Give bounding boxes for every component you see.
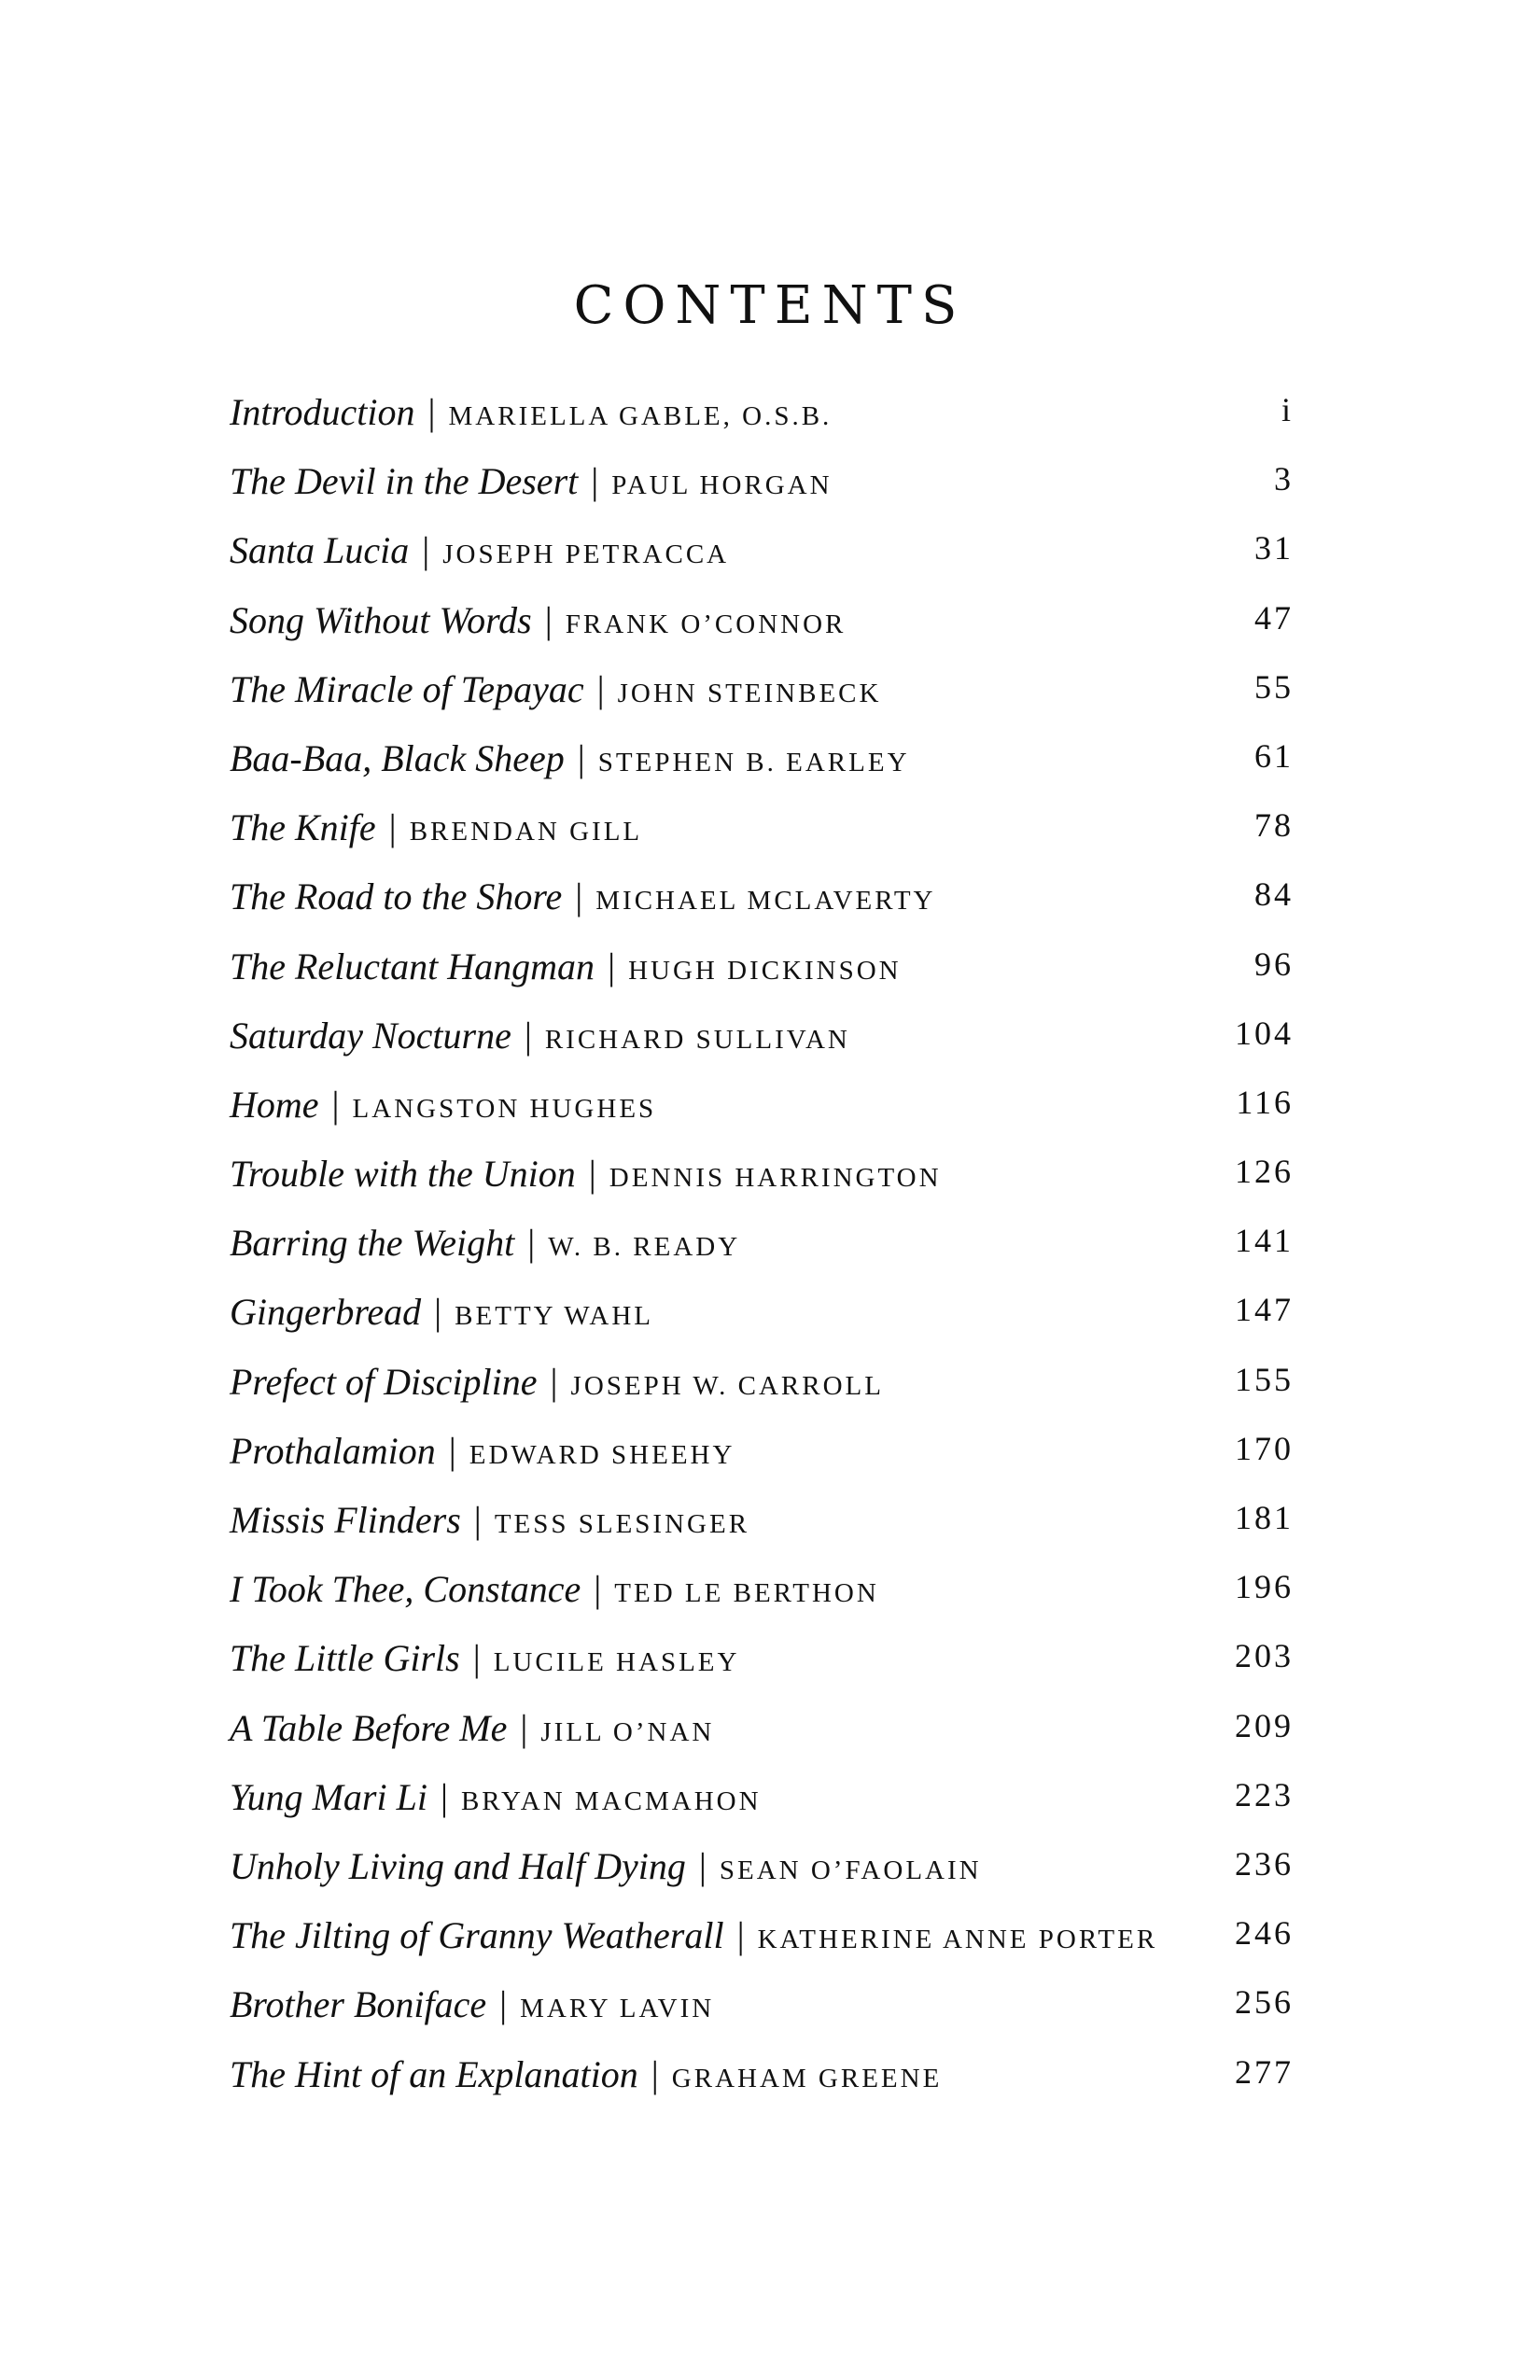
page-number: 96 (1254, 945, 1294, 983)
separator: | (388, 806, 397, 849)
page-number: 126 (1235, 1153, 1294, 1191)
story-title: Baa-Baa, Black Sheep (230, 736, 565, 779)
toc-entry (230, 875, 1294, 944)
author-name: BRYAN MACMAHON (460, 1785, 762, 1816)
page-number: 55 (1254, 667, 1294, 706)
separator: | (591, 460, 599, 503)
separator: | (331, 1083, 340, 1126)
story-title: Gingerbread (230, 1291, 422, 1334)
story-title: Santa Lucia (230, 529, 410, 572)
separator: | (736, 1914, 745, 1957)
separator: | (448, 1429, 456, 1472)
author-name: JOSEPH PETRACCA (442, 539, 730, 570)
page-number: 256 (1235, 1983, 1294, 2022)
toc-entry (230, 1498, 1294, 1567)
story-title: Home (230, 1083, 319, 1126)
page-number: 170 (1235, 1429, 1294, 1467)
story-title: Introduction (230, 391, 415, 433)
separator: | (596, 667, 605, 710)
story-title: Prefect of Discipline (230, 1360, 538, 1403)
story-title: Missis Flinders (230, 1499, 461, 1541)
separator: | (698, 1844, 707, 1887)
page-number: 277 (1235, 2052, 1294, 2091)
toc-entry (230, 1913, 1294, 1982)
author-name: GRAHAM GREENE (671, 2063, 943, 2093)
story-title: Song Without Words (230, 598, 532, 641)
toc-entry (230, 390, 1294, 459)
author-name: MICHAEL MCLAVERTY (595, 886, 936, 917)
author-name: FRANK O’CONNOR (565, 609, 847, 639)
toc-entry (230, 1221, 1294, 1290)
author-name: HUGH DICKINSON (628, 955, 902, 986)
page-number: 236 (1235, 1844, 1294, 1883)
toc-entry (230, 1429, 1294, 1498)
page-number: 155 (1235, 1360, 1294, 1398)
story-title: Brother Boniface (230, 1983, 487, 2026)
page-number: 84 (1254, 875, 1294, 914)
toc-entry (230, 1636, 1294, 1705)
author-name: DENNIS HARRINGTON (609, 1163, 942, 1194)
separator: | (608, 945, 616, 987)
author-name: EDWARD SHEEHY (469, 1439, 735, 1470)
story-title: Yung Mari Li (230, 1775, 427, 1818)
author-name: TESS SLESINGER (494, 1509, 750, 1539)
author-name: KATHERINE ANNE PORTER (757, 1925, 1158, 1955)
author-name: TED LE BERTHON (614, 1578, 879, 1609)
separator: | (440, 1775, 448, 1818)
toc-entry (230, 1083, 1294, 1152)
author-name: MARY LAVIN (520, 1994, 715, 2024)
toc-entry (230, 1982, 1294, 2051)
story-title: Trouble with the Union (230, 1153, 576, 1196)
story-title: The Miracle of Tepayac (230, 667, 584, 710)
author-name: LUCILE HASLEY (493, 1647, 740, 1678)
page-number: 116 (1236, 1083, 1294, 1121)
separator: | (575, 875, 583, 918)
author-name: MARIELLA GABLE, O.S.B. (448, 401, 833, 431)
separator: | (473, 1499, 482, 1541)
page-number: 246 (1235, 1914, 1294, 1953)
page-number: 223 (1235, 1775, 1294, 1813)
author-name: BETTY WAHL (455, 1301, 654, 1332)
toc-entry (230, 736, 1294, 805)
toc-entry (230, 2052, 1294, 2121)
story-title: The Little Girls (230, 1637, 460, 1680)
page-number: i (1281, 391, 1294, 428)
author-name: RICHARD SULLIVAN (544, 1024, 850, 1055)
story-title: I Took Thee, Constance (230, 1568, 581, 1611)
toc-entry (230, 459, 1294, 528)
separator: | (422, 529, 430, 572)
story-title: Prothalamion (230, 1429, 436, 1472)
story-title: Unholy Living and Half Dying (230, 1844, 686, 1887)
toc-entry (230, 1706, 1294, 1775)
separator: | (527, 1222, 536, 1265)
page-number: 61 (1254, 736, 1294, 775)
story-title: The Road to the Shore (230, 875, 563, 918)
author-name: JILL O’NAN (540, 1716, 715, 1747)
toc-entry (230, 667, 1294, 736)
story-title: Saturday Nocturne (230, 1014, 511, 1057)
separator: | (588, 1153, 596, 1196)
author-name: BRENDAN GILL (409, 817, 643, 847)
page-number: 147 (1235, 1291, 1294, 1329)
toc-entry (230, 528, 1294, 597)
separator: | (577, 736, 585, 779)
separator: | (427, 391, 436, 433)
page-number: 104 (1235, 1014, 1294, 1052)
page-title: CONTENTS (573, 275, 967, 336)
story-title: A Table Before Me (230, 1706, 508, 1749)
toc-entry (230, 598, 1294, 667)
author-name: LANGSTON HUGHES (352, 1093, 657, 1124)
author-name: SEAN O’FAOLAIN (719, 1855, 982, 1885)
separator: | (550, 1360, 558, 1403)
toc-entry (230, 945, 1294, 1014)
story-title: The Reluctant Hangman (230, 945, 595, 987)
page-number: 209 (1235, 1706, 1294, 1744)
page-number: 196 (1235, 1568, 1294, 1606)
toc-entry (230, 1775, 1294, 1844)
story-title: The Knife (230, 806, 376, 849)
page-number: 3 (1274, 460, 1294, 498)
page-number: 78 (1254, 806, 1294, 845)
separator: | (594, 1568, 602, 1611)
story-title: Barring the Weight (230, 1222, 515, 1265)
toc-entry (230, 1290, 1294, 1359)
separator: | (472, 1637, 481, 1680)
toc-entry (230, 1152, 1294, 1221)
separator: | (520, 1706, 528, 1749)
story-title: The Hint of an Explanation (230, 2052, 638, 2095)
author-name: STEPHEN B. EARLEY (597, 747, 910, 777)
page-number: 203 (1235, 1637, 1294, 1675)
author-name: JOHN STEINBECK (617, 678, 882, 708)
separator: | (651, 2052, 659, 2095)
separator: | (544, 598, 553, 641)
toc-entry (230, 805, 1294, 875)
page-number: 181 (1235, 1499, 1294, 1536)
separator: | (434, 1291, 442, 1334)
toc-entry (230, 1360, 1294, 1429)
separator: | (499, 1983, 508, 2026)
page-number: 141 (1235, 1222, 1294, 1260)
author-name: JOSEPH W. CARROLL (570, 1370, 884, 1401)
author-name: PAUL HORGAN (611, 470, 833, 501)
page-number: 47 (1254, 598, 1294, 637)
toc-entry (230, 1014, 1294, 1083)
page-number: 31 (1254, 529, 1294, 567)
author-name: W. B. READY (548, 1232, 741, 1263)
toc-entry (230, 1567, 1294, 1636)
table-of-contents (230, 390, 1294, 2121)
story-title: The Jilting of Granny Weatherall (230, 1914, 724, 1957)
toc-entry (230, 1844, 1294, 1913)
story-title: The Devil in the Desert (230, 460, 579, 503)
separator: | (524, 1014, 532, 1057)
